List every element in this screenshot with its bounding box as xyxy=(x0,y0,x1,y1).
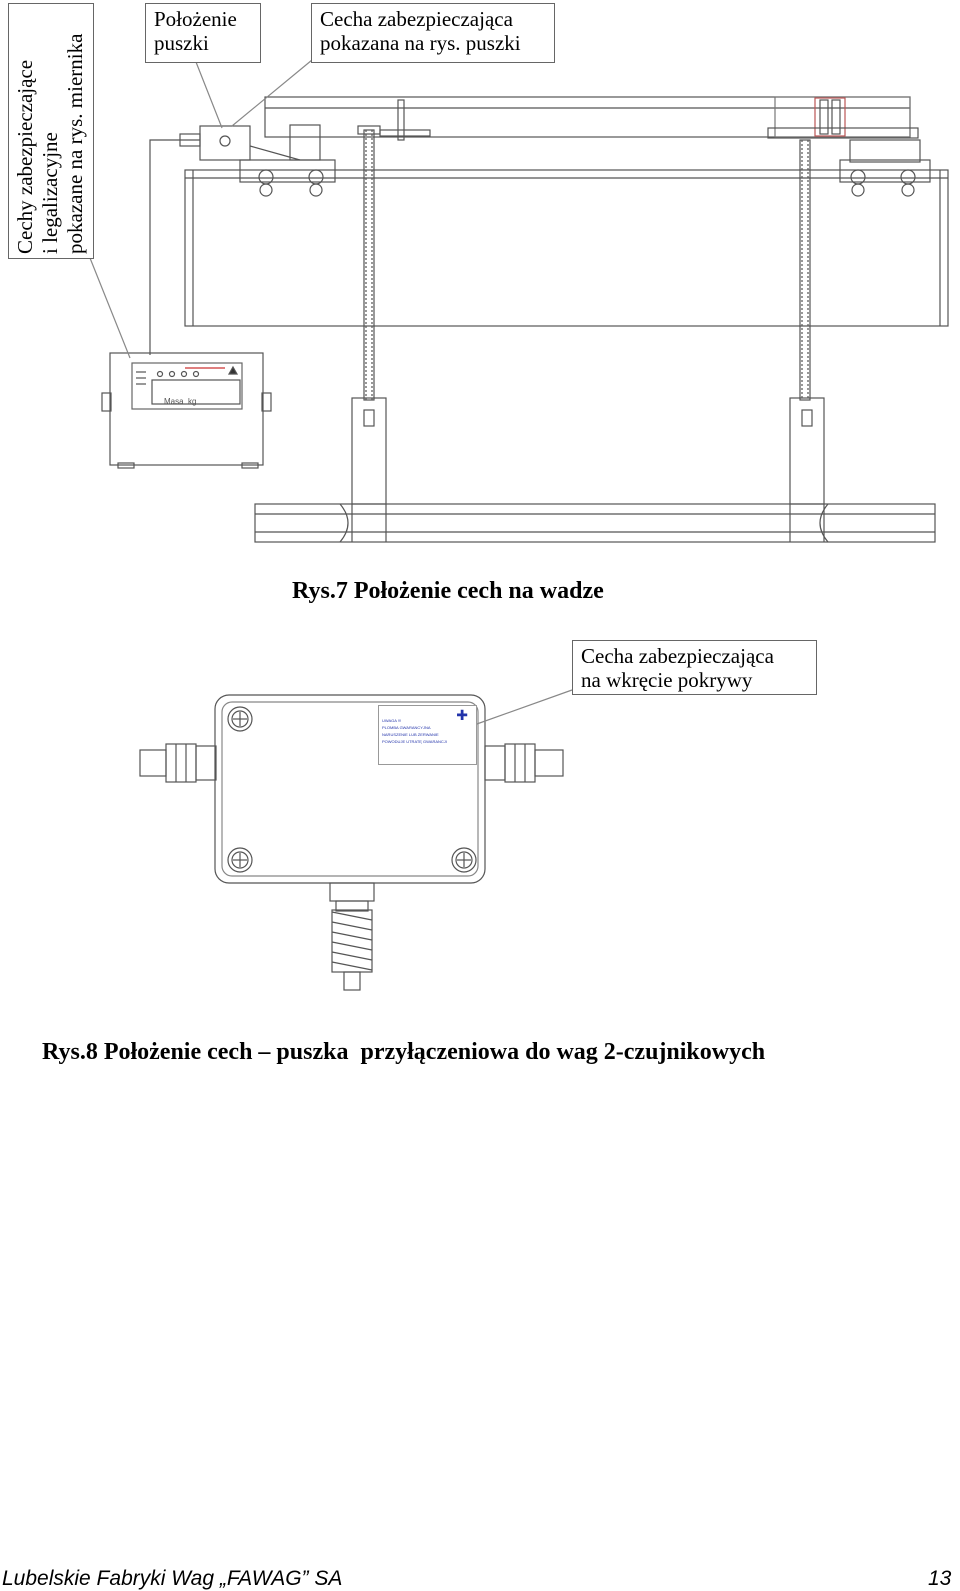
indicator-text: Masa kg xyxy=(164,397,197,406)
figure8-caption: Rys.8 Położenie cech – puszka przyłączeniowa do wag 2-czujnikowych xyxy=(42,1039,766,1065)
box-position-line2: puszki xyxy=(154,31,209,55)
figure7-caption: Rys.7 Położenie cech na wadze xyxy=(292,578,604,604)
sticker-line2: PLOMBA GWARANCYJNA xyxy=(382,725,431,730)
screw-seal-line1: Cecha zabezpieczająca xyxy=(581,644,774,668)
screw-seal-line2: na wkręcie pokrywy xyxy=(581,668,753,692)
box-seal-line2: pokazana na rys. puszki xyxy=(320,31,521,55)
seals-label-line3: pokazane na rys. miernika xyxy=(63,33,87,254)
sticker-line4: POWODUJE UTRATĘ GWARANCJI xyxy=(382,739,447,744)
screw-seal-label xyxy=(572,640,817,695)
sticker-line1: UWAGA !!! xyxy=(382,718,402,723)
warranty-sticker xyxy=(378,705,477,765)
seals-label-line1: Cechy zabezpieczające xyxy=(13,59,37,254)
sticker-logo-icon: ✚ xyxy=(456,707,468,723)
box-seal-line1: Cecha zabezpieczająca xyxy=(320,7,513,31)
seals-label-line2: i legalizacyjne xyxy=(38,132,62,254)
box-position-line1: Położenie xyxy=(154,7,237,31)
footer-page-number: 13 xyxy=(928,1567,952,1590)
sticker-line3: NARUSZENIE LUB ZERWANIE xyxy=(382,732,439,737)
footer-company: Lubelskie Fabryki Wag „FAWAG” SA xyxy=(2,1567,343,1590)
